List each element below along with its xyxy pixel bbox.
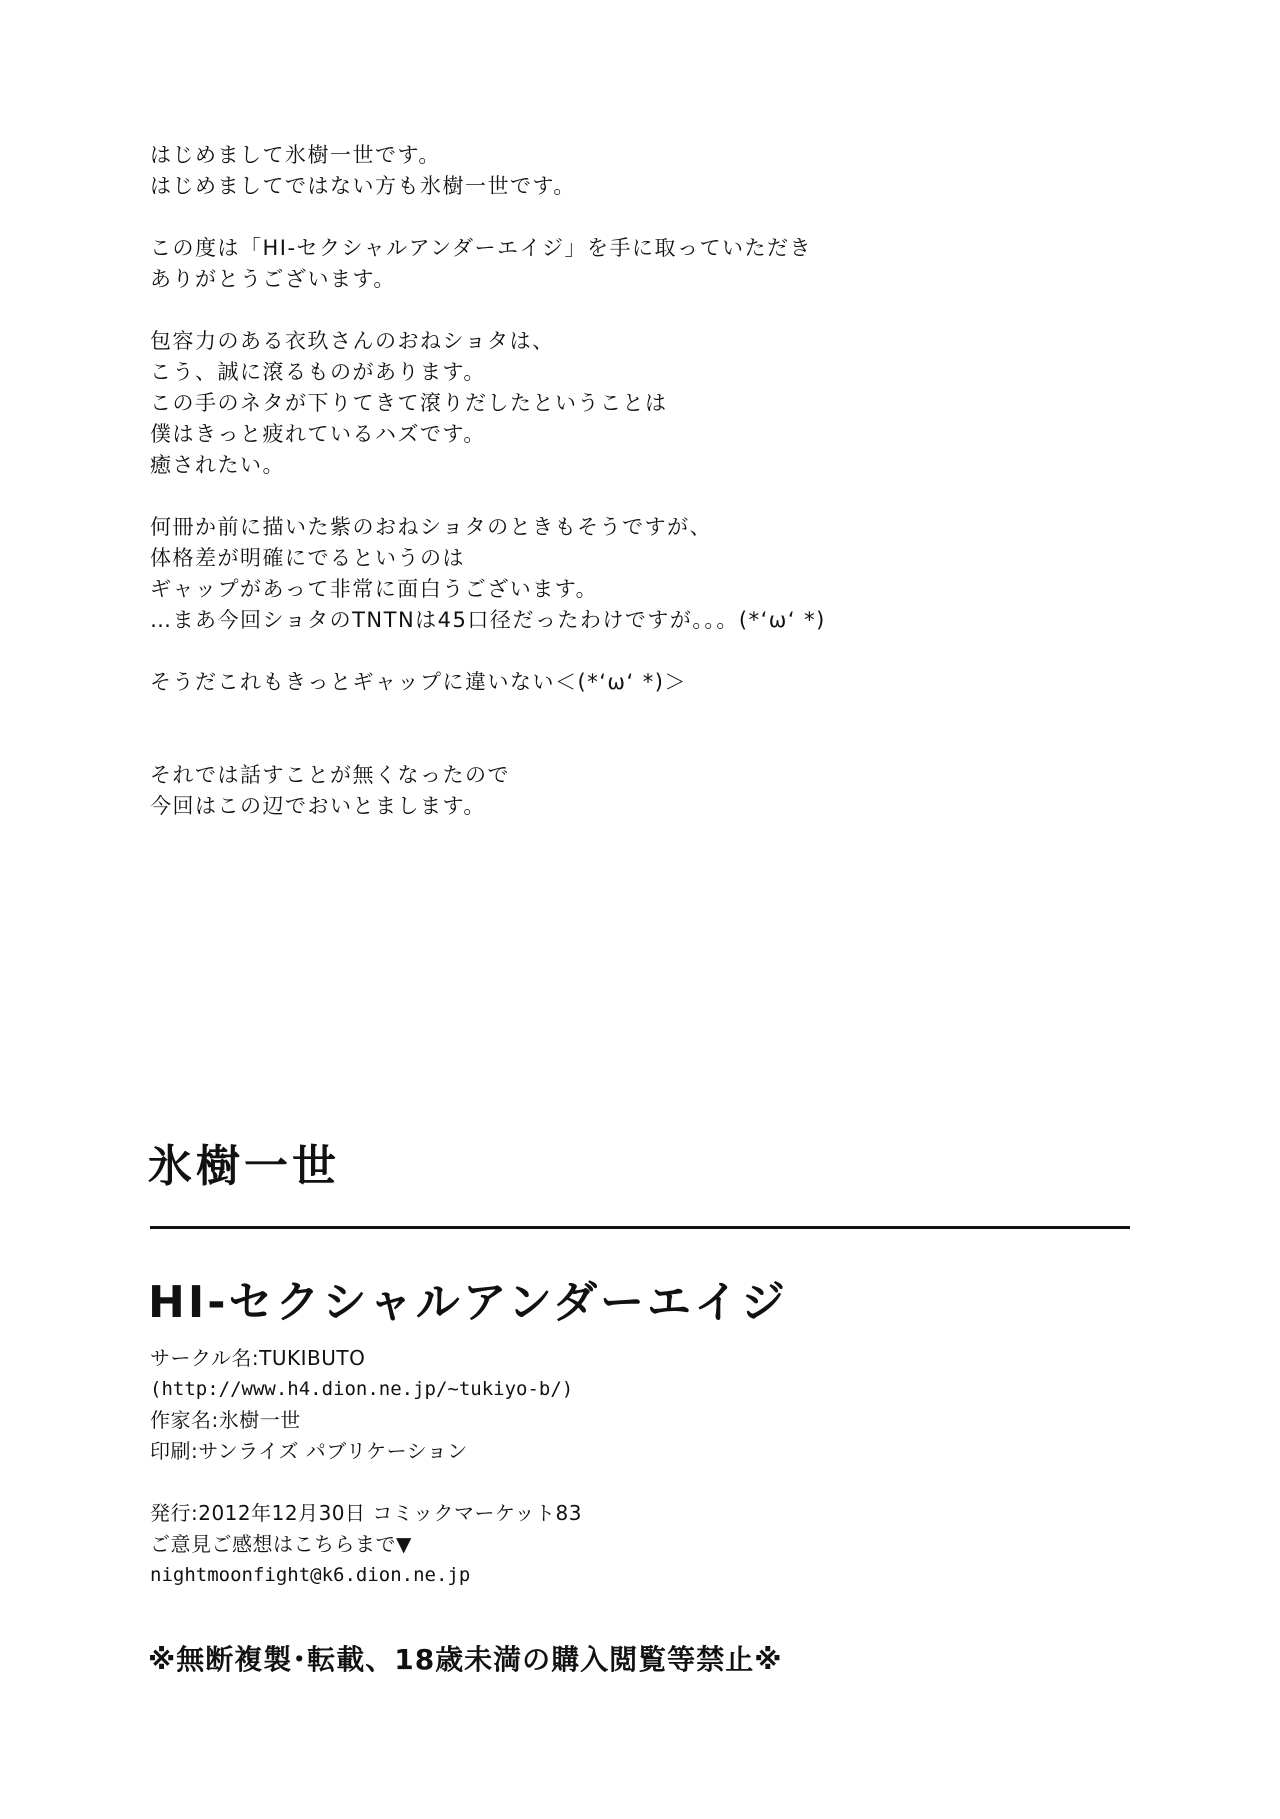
author-name: 氷樹一世: [148, 1141, 340, 1192]
copyright-notice: ※無断複製･転載、18歳未満の購入閲覧等禁止※: [148, 1643, 783, 1676]
afterword-text: [150, 140, 1130, 822]
colophon: [150, 1343, 1130, 1591]
afterword-line: この度は「HI-セクシャルアンダーエイジ」を手に取っていただき: [150, 236, 812, 260]
circle-url: (http://www.h4.dion.ne.jp/~tukiyo-b/): [150, 1378, 574, 1400]
afterword-line: そうだこれもきっとギャップに違いない＜(*‘ω‘ *)＞: [150, 670, 687, 694]
afterword-line: 癒されたい。: [150, 453, 285, 477]
afterword-line: 何冊か前に描いた紫のおねショタのときもそうですが、: [150, 515, 713, 539]
afterword-line: …まあ今回ショタのTNTNは45口径だったわけですが。。。(*‘ω‘ *): [150, 608, 826, 632]
circle-name: サークル名:TUKIBUTO: [150, 1346, 366, 1370]
afterword-line: はじめまして氷樹一世です。: [150, 143, 441, 167]
divider: [150, 1226, 1130, 1229]
afterword-line: ギャップがあって非常に面白うございます。: [150, 577, 599, 601]
afterword-line: はじめましてではない方も氷樹一世です。: [150, 174, 576, 198]
afterword-line: 僕はきっと疲れているハズです。: [150, 422, 486, 446]
feedback-label: ご意見ご感想はこちらまで▼: [150, 1532, 412, 1556]
afterword-line: それでは話すことが無くなったので: [150, 763, 510, 787]
afterword-line: 今回はこの辺でおいとまします。: [150, 794, 486, 818]
afterword-line: 包容力のある衣玖さんのおねショタは、: [150, 329, 555, 353]
afterword-line: ありがとうございます。: [150, 267, 396, 291]
contact-email: nightmoonfight@k6.dion.ne.jp: [150, 1564, 471, 1586]
afterword-line: こう、誠に滾るものがあります。: [150, 360, 486, 384]
book-title: HI-セクシャルアンダーエイジ: [148, 1277, 789, 1328]
afterword-line: この手のネタが下りてきて滾りだしたということは: [150, 391, 668, 415]
author-credit: 作家名:氷樹一世: [150, 1408, 301, 1432]
issue-date: 発行:2012年12月30日 コミックマーケット83: [150, 1501, 582, 1525]
printer-credit: 印刷:サンライズ パブリケーション: [150, 1439, 468, 1463]
afterword-line: 体格差が明確にでるというのは: [150, 546, 465, 570]
